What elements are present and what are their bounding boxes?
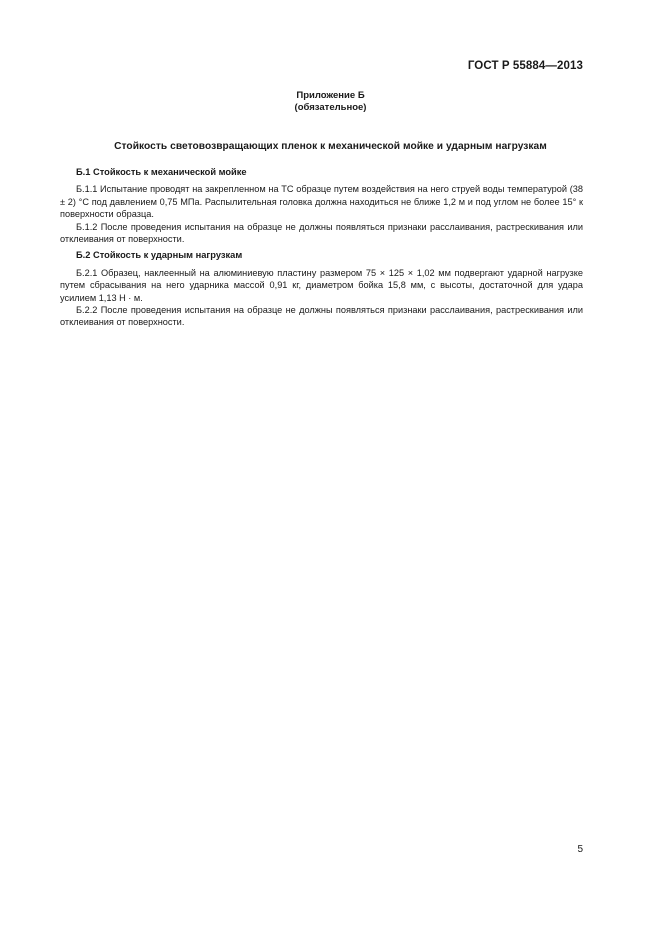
page-number: 5 (577, 844, 583, 855)
section-heading: Б.1 Стойкость к механической мойке (76, 167, 247, 177)
annex-body (60, 166, 583, 329)
paragraph: Б.1.1 Испытание проводят на закрепленном на ТС образце путем воздействия на него струей воды температурой (38 ± 2) °С под давлением 0,75 МПа. Распылительная головка должна находиться не ближе 1,2 м и под углом не более 15° к поверхности образца. (60, 184, 583, 220)
annex-title: Стойкость световозвращающих пленок к механической мойке и ударным нагрузкам (114, 141, 547, 152)
section-heading: Б.2 Стойкость к ударным нагрузкам (76, 250, 243, 261)
paragraph: Б.2.1 Образец, наклеенный на алюминиевую пластину размером 75 × 125 × 1,02 мм подвергают ударной нагрузке путем сбрасывания на него ударника массой 0,91 кг, диаметром бойка 15,8 мм, с высоты, достаточной для удара усилием 1,13 Н · м. (60, 267, 583, 303)
paragraph: Б.2.2 После проведения испытания на образце не должны появляться признаки расслаивания, растрескивания или отклеивания от поверхности. (60, 305, 583, 328)
standard-designation: ГОСТ Р 55884—2013 (467, 60, 583, 72)
annex-label: Приложение Б (296, 90, 365, 101)
annex-status: (обязательное) (294, 102, 367, 113)
paragraph: Б.1.2 После проведения испытания на образце не должны появляться признаки расслаивания, растрескивания или отклеивания от поверхности. (60, 221, 583, 245)
annex-header (0, 90, 661, 114)
